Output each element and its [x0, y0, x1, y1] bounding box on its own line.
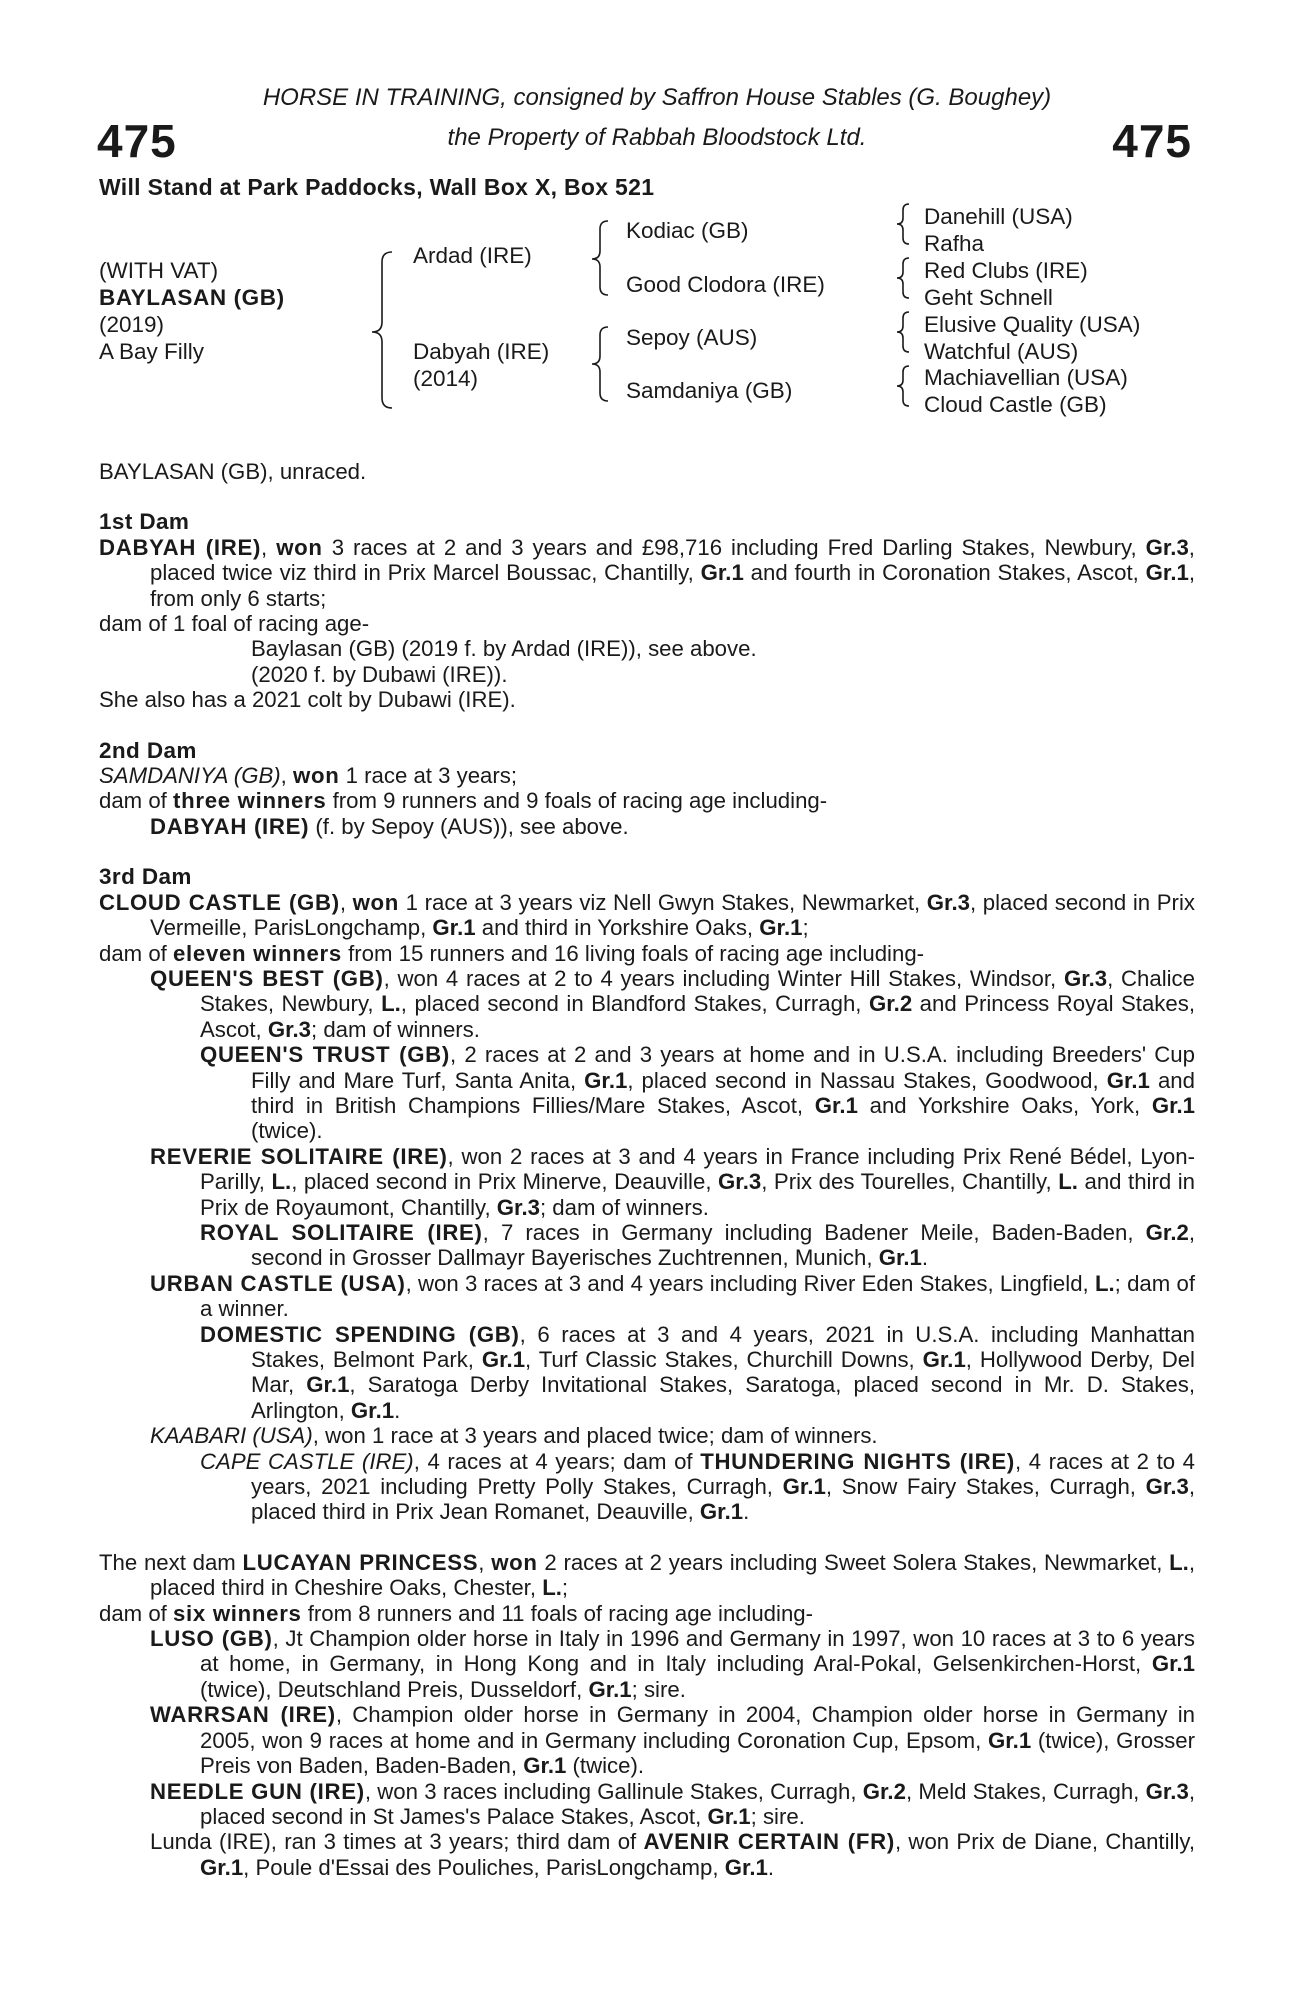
second-dam-heading: 2nd Dam: [99, 737, 197, 763]
sire: Ardad (IRE): [413, 243, 532, 268]
first-dam-produce-count: dam of 1 foal of racing age-: [99, 611, 370, 637]
progeny-entry: REVERIE SOLITAIRE (IRE), won 2 races at 3 and 4 years in France including Prix René Bédel, Lyon-Parilly, L., placed second in Prix Minerve, Deauville, Gr.3, Prix des Tourelles, Chantilly, L. and third in Prix de Royaumont, Chantilly, Gr.3; dam of winners.: [150, 1143, 1196, 1220]
horse-year: (2019): [99, 312, 165, 337]
pedigree-braces: [0, 0, 1314, 460]
g3-8: Cloud Castle (GB): [924, 392, 1107, 417]
horse-description: A Bay Filly: [99, 339, 205, 364]
stand-location: Will Stand at Park Paddocks, Wall Box X, Box 521: [99, 174, 655, 200]
dam-name: SAMDANIYA (GB): [99, 763, 281, 789]
dam-sire: Sepoy (AUS): [626, 325, 758, 350]
first-dam-heading: 1st Dam: [99, 509, 190, 535]
lot-number-left: 475: [97, 115, 177, 167]
g3-5: Elusive Quality (USA): [924, 312, 1141, 337]
progeny-name: WARRSAN (IRE): [150, 1702, 336, 1728]
catalogue-body: [99, 459, 1195, 1880]
progeny-entry: LUSO (GB), Jt Champion older horse in Italy in 1996 and Germany in 1997, won 10 races at 3 to 6 years at home, in Germany, in Hong Kong and in Italy including Aral-Pokal, Gelsenkirchen-Horst, Gr.1 (twice), Deutschland Preis, Dusseldorf, Gr.1; sire.: [150, 1626, 1196, 1702]
progeny-entry: CAPE CASTLE (IRE), 4 races at 4 years; dam of THUNDERING NIGHTS (IRE), 4 races at 2 to 4 years, 2021 including Pretty Polly Stakes, Curragh, Gr.1, Snow Fairy Stakes, Curragh, Gr.3, placed third in Prix Jean Romanet, Deauville, Gr.1.: [200, 1448, 1196, 1525]
first-dam-record: DABYAH (IRE), won 3 races at 2 and 3 years and £98,716 including Fred Darling Stakes, Newbury, Gr.3, placed twice viz third in Prix Marcel Boussac, Chantilly, Gr.1 and fourth in Coronation Stakes, Ascot, Gr.1, from only 6 starts;: [99, 534, 1195, 611]
progeny-name: CAPE CASTLE (IRE): [200, 1448, 414, 1474]
dam: Dabyah (IRE): [413, 339, 550, 364]
dam-year: (2014): [413, 366, 479, 391]
g3-1: Danehill (USA): [924, 204, 1073, 229]
progeny-name: LUSO (GB): [150, 1626, 273, 1652]
progeny-entry: QUEEN'S TRUST (GB), 2 races at 2 and 3 years at home and in U.S.A. including Breeders' Cup Filly and Mare Turf, Santa Anita, Gr.1, placed second in Nassau Stakes, Goodwood, Gr.1 and third in British Champions Fillies/Mare Stakes, Ascot, Gr.1 and Yorkshire Oaks, York, Gr.1 (twice).: [200, 1042, 1196, 1144]
progeny-name: QUEEN'S TRUST (GB): [200, 1042, 450, 1068]
progeny-name: AVENIR CERTAIN (FR): [643, 1829, 895, 1855]
progeny-entry: Lunda (IRE), ran 3 times at 3 years; third dam of AVENIR CERTAIN (FR), won Prix de Diane, Chantilly, Gr.1, Poule d'Essai des Pouliches, ParisLongchamp, Gr.1.: [150, 1829, 1195, 1880]
first-dam-note: She also has a 2021 colt by Dubawi (IRE).: [99, 687, 516, 713]
lot-number-right: 475: [1112, 115, 1192, 167]
second-dam-progeny: DABYAH (IRE) (f. by Sepoy (AUS)), see above.: [150, 813, 629, 839]
dam-name: LUCAYAN PRINCESS: [242, 1549, 479, 1575]
horse-name: BAYLASAN (GB): [99, 285, 285, 310]
g3-3: Red Clubs (IRE): [924, 258, 1088, 283]
progeny-entry: WARRSAN (IRE), Champion older horse in Germany in 2004, Champion older horse in Germany in 2005, won 9 races at home and in Germany including Coronation Cup, Epsom, Gr.1 (twice), Grosser Preis von Baden, Baden-Baden, Gr.1 (twice).: [150, 1702, 1196, 1779]
third-dam-produce: dam of eleven winners from 15 runners and 16 living foals of racing age including-: [99, 940, 925, 966]
intro-line: BAYLASAN (GB), unraced.: [99, 459, 367, 484]
progeny-entry: URBAN CASTLE (USA), won 3 races at 3 and 4 years including River Eden Stakes, Lingfield, L.; dam of a winner.: [150, 1270, 1195, 1322]
third-dam-record: CLOUD CASTLE (GB), won 1 race at 3 years viz Nell Gwyn Stakes, Newmarket, Gr.3, placed second in Prix Vermeille, ParisLongchamp, Gr.1 and third in Yorkshire Oaks, Gr.1;: [99, 889, 1195, 941]
g3-6: Watchful (AUS): [924, 339, 1079, 364]
progeny-name: KAABARI (USA): [150, 1423, 313, 1449]
sire-dam: Good Clodora (IRE): [626, 272, 825, 297]
progeny-entry: ROYAL SOLITAIRE (IRE), 7 races in Germany including Badener Meile, Baden-Baden, Gr.2, second in Grosser Dallmayr Bayerisches Zuchtrennen, Munich, Gr.1.: [200, 1219, 1195, 1271]
progeny-entry: KAABARI (USA), won 1 race at 3 years and placed twice; dam of winners.: [150, 1423, 878, 1449]
dam-name: CLOUD CASTLE (GB): [99, 889, 340, 915]
progeny-entry: DOMESTIC SPENDING (GB), 6 races at 3 and 4 years, 2021 in U.S.A. including Manhattan Stakes, Belmont Park, Gr.1, Turf Classic Stakes, Churchill Downs, Gr.1, Hollywood Derby, Del Mar, Gr.1, Saratoga Derby Invitational Stakes, Saratoga, placed second in Mr. D. Stakes, Arlington, Gr.1.: [200, 1321, 1195, 1423]
progeny-name: ROYAL SOLITAIRE (IRE): [200, 1219, 483, 1245]
next-dam-produce: dam of six winners from 8 runners and 11 foals of racing age including-: [99, 1600, 814, 1626]
progeny-name: URBAN CASTLE (USA): [150, 1270, 406, 1296]
progeny-entry: NEEDLE GUN (IRE), won 3 races including Gallinule Stakes, Curragh, Gr.2, Meld Stakes, Curragh, Gr.3, placed second in St James's Palace Stakes, Ascot, Gr.1; sire.: [150, 1778, 1195, 1829]
first-dam-foal: Baylasan (GB) (2019 f. by Ardad (IRE)), see above.: [251, 636, 757, 662]
second-dam-produce: dam of three winners from 9 runners and 9 foals of racing age including-: [99, 788, 828, 814]
progeny-name: DABYAH (IRE): [150, 813, 310, 839]
next-dam-record: The next dam LUCAYAN PRINCESS, won 2 races at 2 years including Sweet Solera Stakes, Newmarket, L., placed third in Cheshire Oaks, Chester, L.;: [99, 1549, 1195, 1601]
g3-2: Rafha: [924, 231, 985, 256]
progeny-name: QUEEN'S BEST (GB): [150, 965, 384, 991]
vat-note: (WITH VAT): [99, 258, 219, 283]
progeny-entry: QUEEN'S BEST (GB), won 4 races at 2 to 4 years including Winter Hill Stakes, Windsor, Gr.3, Chalice Stakes, Newbury, L., placed second in Blandford Stakes, Curragh, Gr.2 and Princess Royal Stakes, Ascot, Gr.3; dam of winners.: [150, 965, 1195, 1042]
progeny-name: REVERIE SOLITAIRE (IRE): [150, 1143, 448, 1169]
owner-line: the Property of Rabbah Bloodstock Ltd.: [447, 124, 867, 151]
dam-name: DABYAH (IRE): [99, 534, 262, 560]
g3-4: Geht Schnell: [924, 285, 1053, 310]
dam-dam: Samdaniya (GB): [626, 378, 793, 403]
third-dam-heading: 3rd Dam: [99, 864, 192, 890]
g3-7: Machiavellian (USA): [924, 365, 1128, 390]
sire-sire: Kodiac (GB): [626, 218, 749, 243]
consignor-line: HORSE IN TRAINING, consigned by Saffron House Stables (G. Boughey): [262, 84, 1052, 111]
second-dam-record: SAMDANIYA (GB), won 1 race at 3 years;: [99, 763, 518, 789]
progeny-name: DOMESTIC SPENDING (GB): [200, 1321, 520, 1347]
first-dam-foal: (2020 f. by Dubawi (IRE)).: [251, 661, 508, 687]
progeny-name: NEEDLE GUN (IRE): [150, 1778, 365, 1804]
